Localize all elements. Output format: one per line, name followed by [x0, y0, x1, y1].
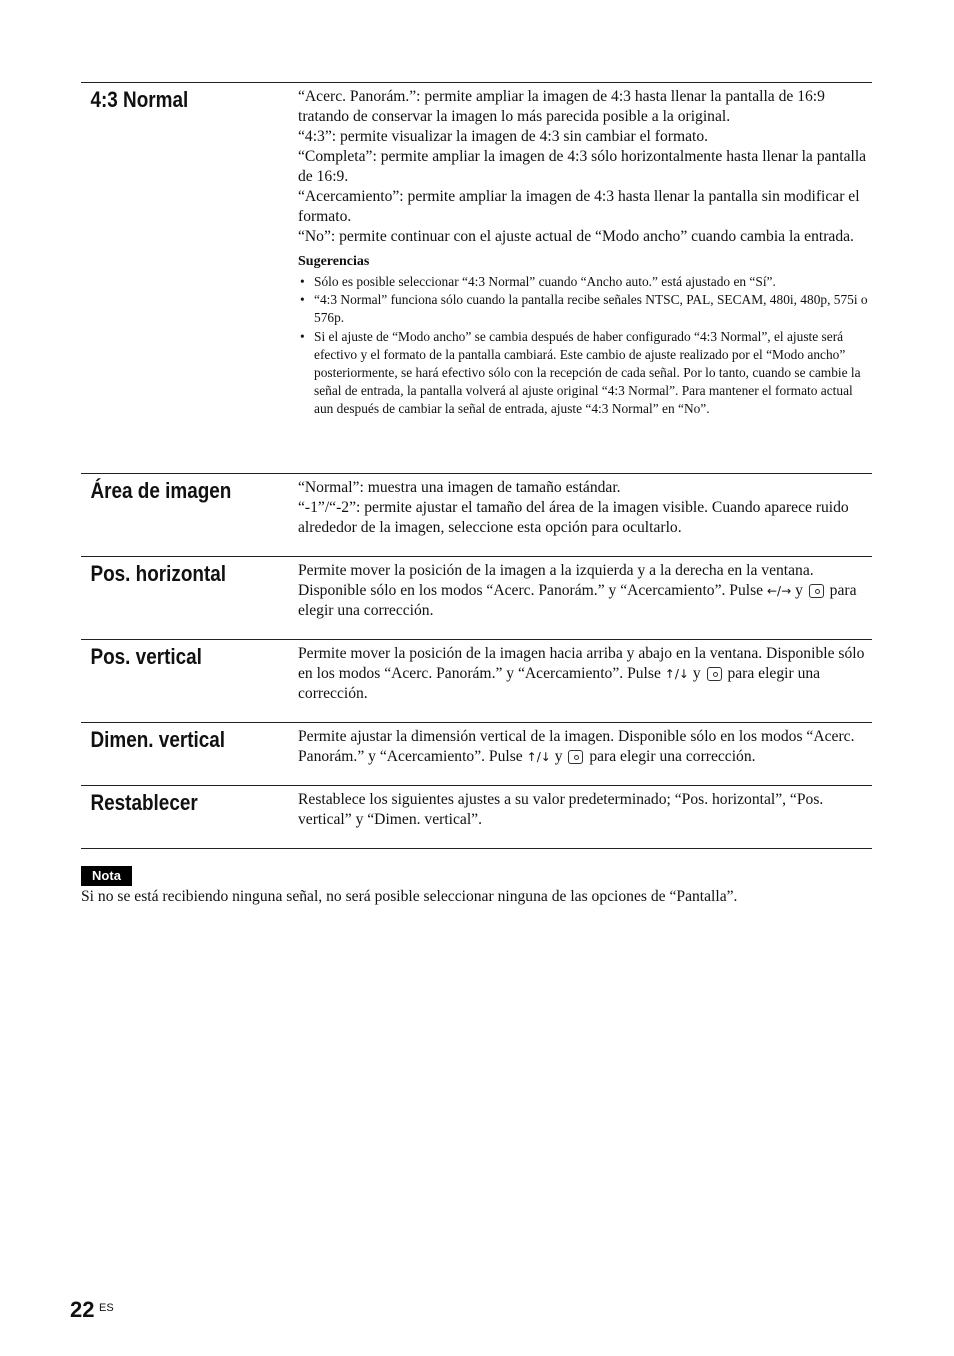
enter-button-icon	[568, 750, 583, 764]
text-after: para elegir una corrección.	[298, 665, 821, 702]
note-text: Si no se está recibiendo ninguna señal, no será posible seleccionar ninguna de las opciones de “Pantalla”.	[81, 888, 738, 905]
enter-button-icon	[809, 584, 824, 598]
text-mid: y	[692, 665, 701, 682]
term-dimen-vertical: Dimen. vertical	[90, 727, 226, 752]
note-badge: Nota	[81, 866, 132, 886]
tip-item: • “4:3 Normal” funciona sólo cuando la pantalla recibe señales NTSC, PAL, SECAM, 480i, 480p, 575i o 576p.	[298, 291, 872, 327]
desc-pos-horizontal	[287, 557, 872, 639]
desc-dimen-vertical	[287, 723, 872, 785]
term-pos-vertical: Pos. vertical	[90, 644, 202, 669]
term-restablecer: Restablecer	[90, 790, 198, 815]
description-text	[298, 561, 872, 621]
option-line: “Acercamiento”: permite ampliar la imagen de 4:3 hasta llenar la pantalla sin modificar el formato.	[298, 188, 860, 225]
tips-heading: Sugerencias	[298, 254, 370, 269]
page-language: ES	[99, 1302, 114, 1314]
option-line: “-1”/“-2”: permite ajustar el tamaño del área de la imagen visible. Cuando aparece ruido alrededor de la imagen, seleccione esta opción para ocultarlo.	[298, 499, 849, 536]
tips-list	[298, 273, 872, 419]
row-restablecer	[81, 786, 872, 849]
text-before: Permite mover la posición de la imagen a la izquierda y a la derecha en la ventana. Disponible sólo en los modos “Acerc. Panorám.” y “Acercamiento”. Pulse	[298, 562, 814, 599]
term-4-3-normal: 4:3 Normal	[90, 87, 189, 112]
option-line: “Completa”: permite ampliar la imagen de 4:3 sólo horizontalmente hasta llenar la pantalla de 16:9.	[298, 148, 867, 185]
text-before: Permite mover la posición de la imagen hacia arriba y abajo en la ventana. Disponible sólo en los modos “Acerc. Panorám.” y “Acercamiento”. Pulse	[298, 645, 865, 682]
text-after: para elegir una corrección.	[589, 748, 756, 765]
tip-item: • Si el ajuste de “Modo ancho” se cambia después de haber configurado “4:3 Normal”, el ajuste será efectivo y el formato de la pantalla cambiará. Este cambio de ajuste realizado por el “Modo ancho” posteriormente, se hará efectivo sólo con la recepción de cada señal. Por lo tanto, cuando se cambie la señal de entrada, la pantalla volverá al ajuste original “4:3 Normal”. Para mantener el formato actual aun después de cambiar la señal de entrada, ajuste “4:3 Normal” en “No”.	[298, 328, 872, 419]
row-4-3-normal	[81, 83, 872, 474]
option-line: “Acerc. Panorám.”: permite ampliar la imagen de 4:3 hasta llenar la pantalla de 16:9 tratando de conservar la imagen lo más parecida posible a la original.	[298, 88, 825, 125]
text-mid: y	[554, 748, 563, 765]
row-pos-horizontal	[81, 557, 872, 640]
description-text	[298, 644, 872, 704]
row-area-de-imagen	[81, 474, 872, 557]
up-down-arrows-icon: ↑/↓	[664, 667, 689, 681]
text-mid: y	[795, 582, 803, 599]
page-number: 22	[70, 1297, 95, 1322]
left-right-arrows-icon: ←/→	[767, 584, 792, 598]
option-line: “4:3”: permite visualizar la imagen de 4:3 sin cambiar el formato.	[298, 128, 709, 145]
term-pos-horizontal: Pos. horizontal	[90, 561, 227, 586]
enter-button-icon	[707, 667, 722, 681]
option-line: “No”: permite continuar con el ajuste actual de “Modo ancho” cuando cambia la entrada.	[298, 228, 854, 245]
text-before: Permite ajustar la dimensión vertical de la imagen. Disponible sólo en los modos “Acerc. Panorám.” y “Acercamiento”. Pulse	[298, 728, 855, 765]
desc-restablecer	[287, 786, 872, 848]
row-dimen-vertical	[81, 723, 872, 786]
text-after: para elegir una corrección.	[298, 582, 857, 619]
desc-area-de-imagen	[287, 474, 872, 556]
desc-4-3-normal	[287, 83, 872, 473]
option-line: Restablece los siguientes ajustes a su valor predeterminado; “Pos. horizontal”, “Pos. vertical” y “Dimen. vertical”.	[298, 791, 824, 828]
up-down-arrows-icon: ↑/↓	[526, 750, 551, 764]
row-pos-vertical	[81, 640, 872, 723]
description-text	[298, 727, 872, 767]
settings-table	[81, 82, 872, 849]
desc-pos-vertical	[287, 640, 872, 722]
tip-item: • Sólo es posible seleccionar “4:3 Normal” cuando “Ancho auto.” está ajustado en “Sí”.	[298, 273, 872, 291]
term-area-de-imagen: Área de imagen	[90, 478, 232, 503]
option-line: “Normal”: muestra una imagen de tamaño estándar.	[298, 479, 621, 496]
